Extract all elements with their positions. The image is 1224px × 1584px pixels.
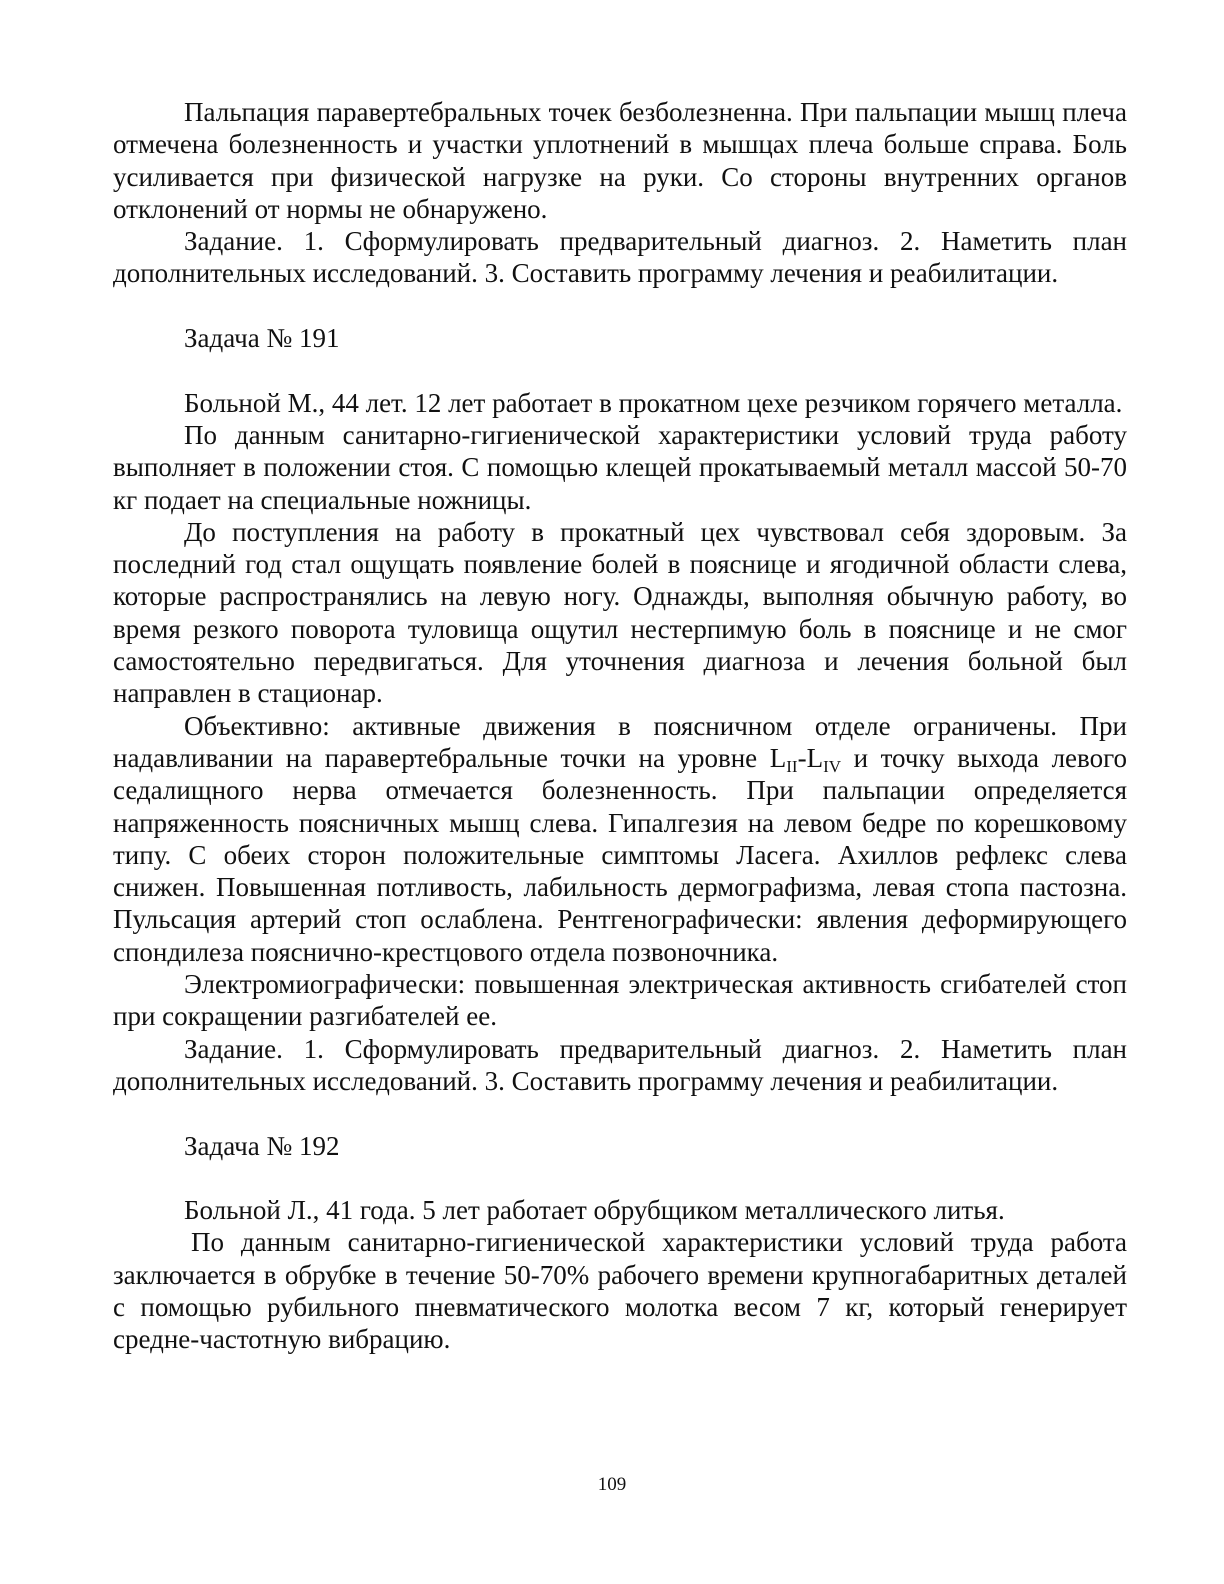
task-192-heading: Задача № 192 [184,1130,340,1161]
paragraph: Больной Л., 41 года. 5 лет работает обрубщиком металлического литья. [184,1195,1005,1226]
paragraph: До поступления на работу в прокатный цех чувствовал себя здоровым. За последний год стал ощущать появление болей в пояснице и ягодичной области слева, которые распространялись на левую ногу. Однажды, выполняя обычную работу, во время резкого поворота туловища ощутил нестерпимую боль в пояснице и не смог самостоятельно передвигаться. Для уточнения диагноза и лечения больной был направлен в стационар. [113,516,1127,709]
task-191-heading: Задача № 191 [184,323,340,354]
assignment-paragraph: Задание. 1. Сформулировать предварительный диагноз. 2. Наметить план дополнительных исследований. 3. Составить программу лечения и реабилитации. [113,226,1127,289]
paragraph [113,710,1127,968]
assignment-paragraph: Задание. 1. Сформулировать предварительный диагноз. 2. Наметить план дополнительных исследований. 3. Составить программу лечения и реабилитации. [113,1033,1127,1096]
text-run: - [797,742,807,773]
spacer [113,1162,1127,1194]
text-run: L [806,742,824,773]
paragraph: Электромиографически: повышенная электрическая активность сгибателей стоп при сокращении разгибателей ее. [113,969,1127,1032]
text-run: и точку выхода левого седалищного нерва отмечается болезненность. При пальпации определяется напряженность поясничных мышц слева. Гипалгезия на левом бедре по корешковому типу. С обеих сторон положительные симптомы Ласега. Ахиллов рефлекс слева снижен. Повышенная потливость, лабильность дермографизма, левая стопа пастозна. Пульсация артерий стоп ослаблена. Рентгенографически: явления деформирующего спондилеза пояснично-крестцового отдела позвоночника. [113,742,1127,967]
paragraph: Больной М., 44 лет. 12 лет работает в прокатном цехе резчиком горячего металла. [184,387,1123,418]
text-run: Объективно: активные движения в поясничном отделе ограничены. При надавливании на паравертебральные точки на уровне [113,710,1127,773]
paragraph: По данным санитарно-гигиенической характеристики условий труда работа заключается в обрубке в течение 50-70% рабочего времени крупногабаритных деталей с помощью рубильного пневматического молотка весом 7 кг, который генерирует средне-частотную вибрацию. [113,1227,1127,1355]
page-number: 109 [597,1474,627,1495]
spacer [113,354,1127,386]
paragraph: По данным санитарно-гигиенической характеристики условий труда работу выполняет в положении стоя. С помощью клещей прокатываемый металл массой 50-70 кг подает на специальные ножницы. [113,419,1127,515]
subscript: IV [823,756,842,776]
text-run: L [769,742,787,773]
spacer [113,1097,1127,1129]
page-content [113,96,1127,1356]
spacer [113,290,1127,322]
subscript: II [786,756,798,776]
paragraph: Пальпация паравертебральных точек безболезненна. При пальпации мышц плеча отмечена болезненность и участки уплотнений в мышцах плеча больше справа. Боль усиливается при физической нагрузке на руки. Со стороны внутренних органов отклонений от нормы не обнаружено. [113,97,1127,224]
